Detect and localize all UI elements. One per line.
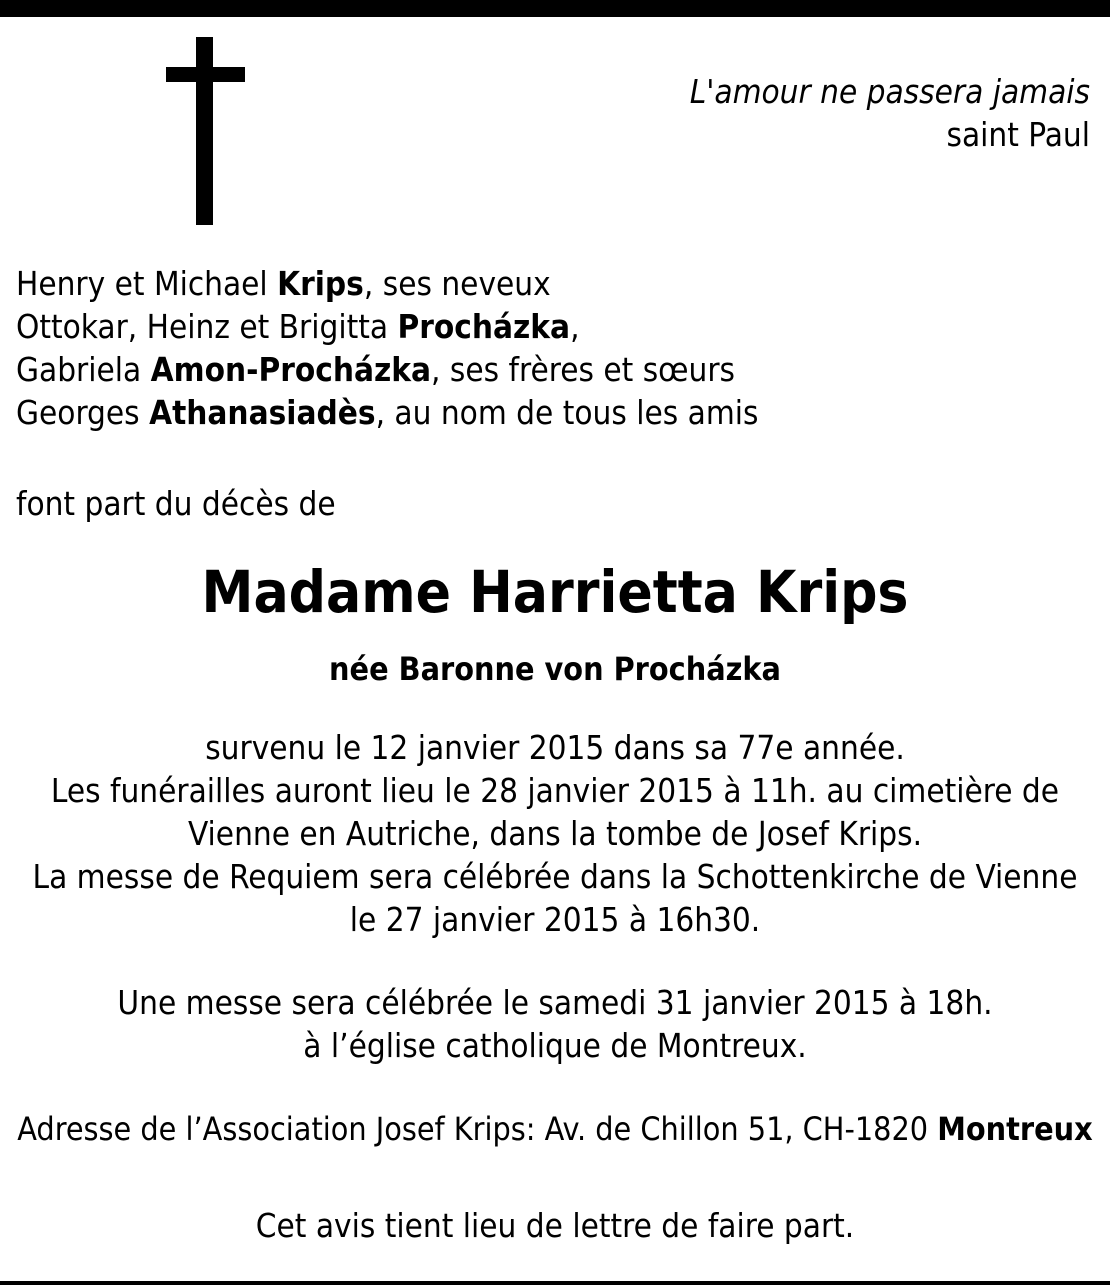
- family-line-text: Gabriela: [16, 350, 151, 389]
- family-surname: Amon-Procházka: [150, 350, 432, 389]
- family-line-text: , ses neveux: [363, 264, 551, 303]
- mass-line: Une messe sera célébrée le samedi 31 janvier 2015 à 18h.: [117, 983, 993, 1022]
- epigraph-quote: L'amour ne passera jamais: [689, 72, 1090, 111]
- family-surname: Procházka: [397, 307, 571, 346]
- family-line: [16, 305, 759, 348]
- details-line: Vienne en Autriche, dans la tombe de Josef Krips.: [187, 814, 923, 853]
- funeral-details: [0, 726, 1110, 941]
- family-line-text: , ses frères et sœurs: [431, 350, 736, 389]
- details-line: survenu le 12 janvier 2015 dans sa 77e année.: [205, 728, 905, 767]
- association-address: [0, 1108, 1110, 1151]
- deceased-birth-name: née Baronne von Procházka: [329, 650, 781, 688]
- mass-line: à l’église catholique de Montreux.: [303, 1026, 807, 1065]
- family-list: [16, 262, 759, 434]
- mass-details: [0, 981, 1110, 1067]
- deceased-name: Madame Harrietta Krips: [201, 558, 909, 626]
- bottom-rule: [0, 1281, 1110, 1285]
- address-city: Montreux: [937, 1110, 1093, 1148]
- announcement-text: font part du décès de: [16, 484, 336, 523]
- details-line: La messe de Requiem sera célébrée dans la Schottenkirche de Vienne: [32, 857, 1078, 896]
- epigraph: [690, 70, 1090, 156]
- family-line-text: Georges: [16, 393, 150, 432]
- family-line-text: Ottokar, Heinz et Brigitta: [16, 307, 398, 346]
- closing-notice: Cet avis tient lieu de lettre de faire part.: [255, 1206, 855, 1245]
- family-line: [16, 348, 759, 391]
- family-line-text: Henry et Michael: [16, 264, 278, 303]
- epigraph-author: saint Paul: [946, 115, 1090, 154]
- family-surname: Athanasiadès: [149, 393, 376, 432]
- family-line-text: , au nom de tous les amis: [375, 393, 759, 432]
- family-line: [16, 391, 759, 434]
- top-rule: [0, 0, 1110, 17]
- details-line: Les funérailles auront lieu le 28 janvier 2015 à 11h. au cimetière de: [50, 771, 1060, 810]
- family-surname: Krips: [277, 264, 364, 303]
- family-line: [16, 262, 759, 305]
- address-text: Adresse de l’Association Josef Krips: Av. de Chillon 51, CH-1820: [17, 1110, 938, 1148]
- details-line: le 27 janvier 2015 à 16h30.: [349, 900, 761, 939]
- cross-icon: [166, 37, 245, 225]
- family-line-text: ,: [570, 307, 580, 346]
